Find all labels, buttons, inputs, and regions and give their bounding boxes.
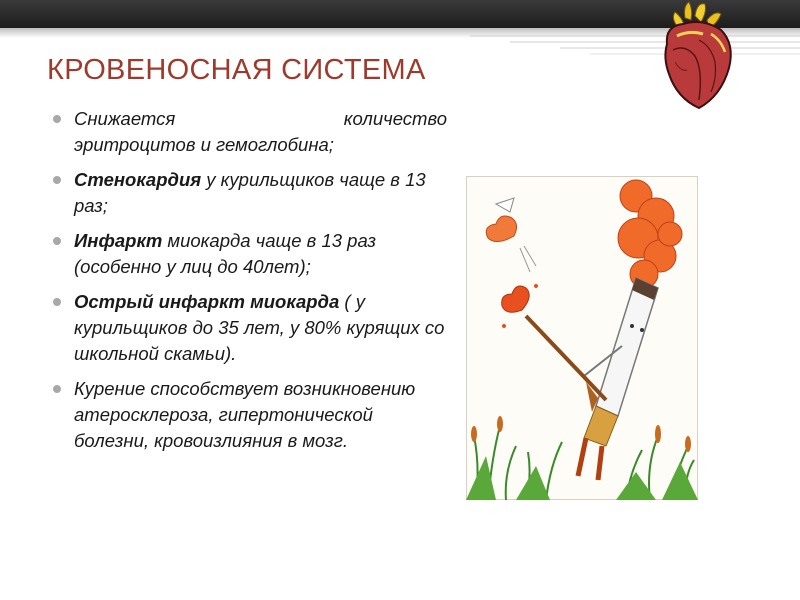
slide-title: КРОВЕНОСНАЯ СИСТЕМА bbox=[47, 54, 426, 86]
bullet-text: количество bbox=[343, 108, 447, 129]
bullet-item-stenocardia bbox=[52, 167, 447, 219]
bullet-text: Курение способствует возникновению атеросклероза, гипертонической болезни, кровоизлияния в мозг. bbox=[74, 378, 416, 451]
decorative-lines bbox=[470, 30, 800, 60]
bullet-text: Снижается bbox=[74, 108, 176, 129]
bullet-item-acute-infarct bbox=[52, 289, 447, 367]
heart-anatomical-icon bbox=[655, 0, 737, 112]
bullet-bold-term: Инфаркт bbox=[74, 230, 163, 251]
bullet-item-erythrocytes bbox=[52, 106, 447, 158]
bullet-text: у курильщиков чаще в 13 раз; bbox=[74, 169, 426, 216]
bullet-item-smoking-effects bbox=[52, 376, 447, 454]
bullet-list bbox=[52, 106, 447, 463]
bullet-text: эритроцитов и гемоглобина; bbox=[74, 134, 334, 155]
bullet-bold-term: Стенокардия bbox=[74, 169, 202, 190]
bullet-text: ( у курильщиков до 35 лет, у 80% курящих со школьной скамьи). bbox=[74, 291, 445, 364]
bullet-bold-term: Острый инфаркт миокарда bbox=[74, 291, 340, 312]
cigarette-shooting-heart-illustration bbox=[466, 176, 698, 500]
bullet-text: миокарда чаще в 13 раз (особенно у лиц до 40лет); bbox=[74, 230, 376, 277]
bullet-item-infarct bbox=[52, 228, 447, 280]
bullet-line1 bbox=[74, 106, 447, 132]
